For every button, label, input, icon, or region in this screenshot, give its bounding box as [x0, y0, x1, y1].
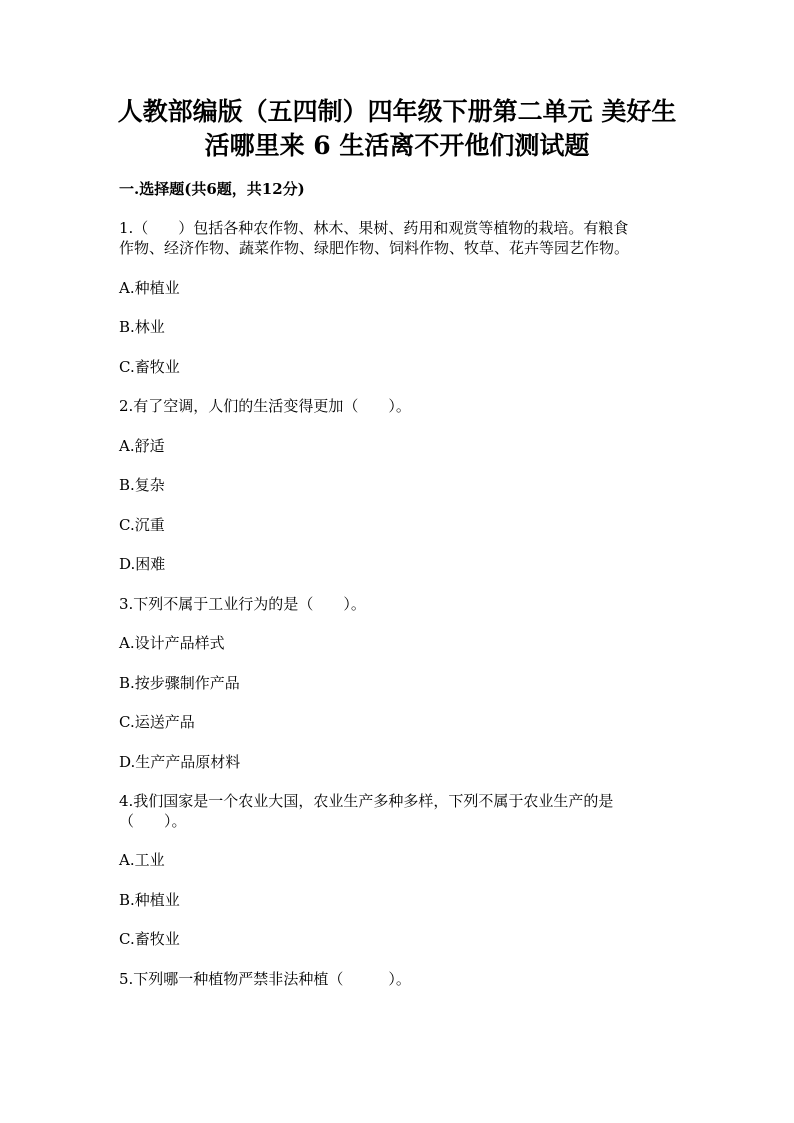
question-4-option-a: A.工业 — [119, 851, 165, 869]
question-4-option-c: C.畜牧业 — [119, 930, 180, 948]
question-2-option-b: B.复杂 — [119, 476, 165, 494]
document-title-line-1: 人教部编版（五四制）四年级下册第二单元 美好生 — [117, 97, 677, 126]
question-4-stem-line-2: （ ）。 — [119, 812, 187, 830]
question-3-option-a: A.设计产品样式 — [119, 634, 225, 652]
question-2-option-a: A.舒适 — [119, 437, 165, 455]
question-1-option-a: A.种植业 — [119, 279, 180, 297]
section-heading: 一.选择题(共6题，共12分) — [119, 180, 305, 198]
question-1-stem-line-1: 1.（ ）包括各种农作物、林木、果树、药用和观赏等植物的栽培。有粮食 — [119, 219, 629, 237]
question-1-option-c: C.畜牧业 — [119, 358, 180, 376]
document-title-line-2: 活哪里来 6 生活离不开他们测试题 — [204, 131, 590, 160]
question-2-stem: 2.有了空调，人们的生活变得更加（ ）。 — [119, 397, 411, 415]
question-4-stem-line-1: 4.我们国家是一个农业大国，农业生产多种多样，下列不属于农业生产的是 — [119, 792, 614, 810]
question-5-stem: 5.下列哪一种植物严禁非法种植（ ）。 — [119, 970, 411, 988]
question-3-option-c: C.运送产品 — [119, 713, 195, 731]
question-2-option-d: D.困难 — [119, 555, 166, 573]
question-3-option-b: B.按步骤制作产品 — [119, 674, 240, 692]
question-3-stem: 3.下列不属于工业行为的是（ ）。 — [119, 595, 366, 613]
question-2-option-c: C.沉重 — [119, 516, 165, 534]
question-3-option-d: D.生产产品原材料 — [119, 753, 241, 771]
question-4-option-b: B.种植业 — [119, 891, 180, 909]
question-1-option-b: B.林业 — [119, 318, 165, 336]
question-1-stem-line-2: 作物、经济作物、蔬菜作物、绿肥作物、饲料作物、牧草、花卉等园艺作物。 — [119, 239, 630, 257]
